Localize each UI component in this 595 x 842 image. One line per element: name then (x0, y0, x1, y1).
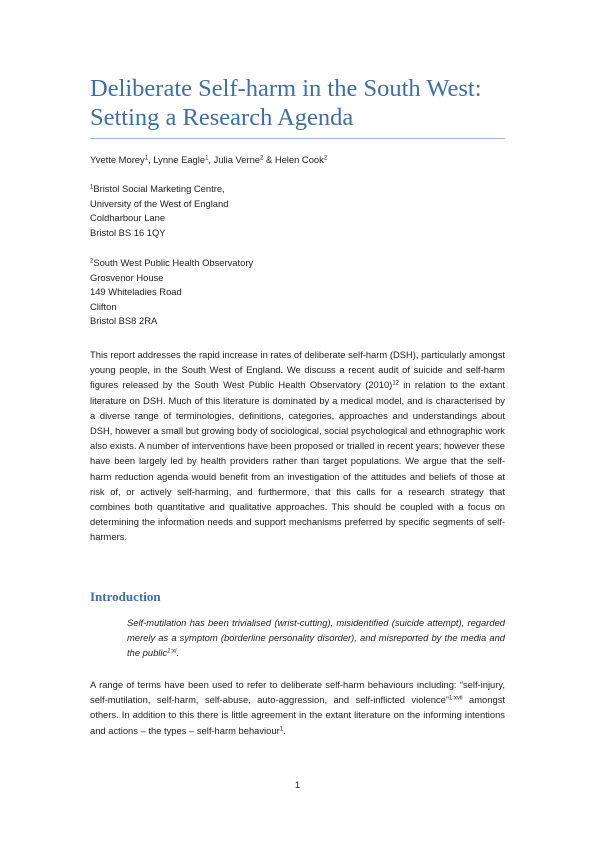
author: Julia Verne$^2$ & (213, 154, 275, 165)
affiliation-line: Grosvenor House (90, 271, 164, 283)
affiliation-line: Bristol BS8 2RA (90, 315, 158, 327)
citation-ref: 1 (279, 726, 284, 733)
affiliation-public-health-observatory (90, 256, 253, 329)
body-paragraph: A range of terms have been used to refer to deliberate self-harm behaviours including: “self-injury, self-mutilation, self-harm, self-abuse, auto-aggression, and self-inflicted violence”$^{1:xvii}$ amongst others. In addition to this there is little agreement in the extant literature on the informing intentions and actions – the types – self-harm behaviour$^1$. (90, 679, 505, 736)
affiliation-bristol-social-marketing (90, 182, 228, 240)
affiliation-line: University of the West of England (90, 197, 229, 209)
page-number: 1 (294, 779, 301, 790)
affiliation-line: Clifton (90, 300, 117, 312)
affiliation-line: $^1$Bristol Social Marketing Centre, (90, 183, 225, 194)
citation-ref: 12 (392, 380, 399, 387)
paper-title: Deliberate Self-harm in the South West: Setting a Research Agenda (90, 75, 482, 131)
affiliation-line: Bristol BS 16 1QY (90, 226, 166, 238)
affiliation-line: Coldharbour Lane (90, 212, 166, 224)
block-quote: Self-mutilation has been trivialised (wrist-cutting), misidentified (suicide attempt), regarded merely as a symptom (borderline personality disorder), and misreported by the media and the public$^{1:xi}$. (127, 617, 505, 659)
author: Helen Cook$^2$ (274, 154, 328, 165)
author: Lynne Eagle$^1$, (153, 154, 214, 165)
author: Yvette Morey$^1$, (90, 154, 154, 165)
title-divider (90, 138, 505, 139)
citation-ref: 1:xvii (448, 695, 463, 702)
author-list (90, 153, 327, 166)
section-heading-introduction: Introduction (90, 589, 161, 604)
abstract: This report addresses the rapid increase in rates of deliberate self-harm (DSH), particularly amongst young people, in the South West of England. We discuss a recent audit of suicide and self-harm figures released by the South West Public Health Observatory $(2010)^{12}$ in relation to the extant literature on DSH. Much of this literature is dominated by a medical model, and is characterised by a diverse range of terminologies, definitions, categories, approaches and understandings about DSH, however a small but growing body of sociological, social psychological and ethnographic work also exists. A number of interventions have been proposed or trialled in recent years; however these have been largely led by health providers rather than target populations. We argue that the self-harm reduction agenda would benefit from an investigation of the attitudes and beliefs of those at risk of, or actively self-harming, and furthermore, that this calls for a research strategy that combines both quantitative and qualitative approaches. This should be coupled with a focus on determining the information needs and support mechanisms preferred by specific segments of self-harmers. (90, 349, 505, 543)
citation-ref: 1:xi (167, 648, 177, 655)
affiliation-line: $^2$South West Public Health Observatory (90, 257, 254, 268)
affiliation-line: 149 Whiteladies Road (90, 286, 182, 298)
